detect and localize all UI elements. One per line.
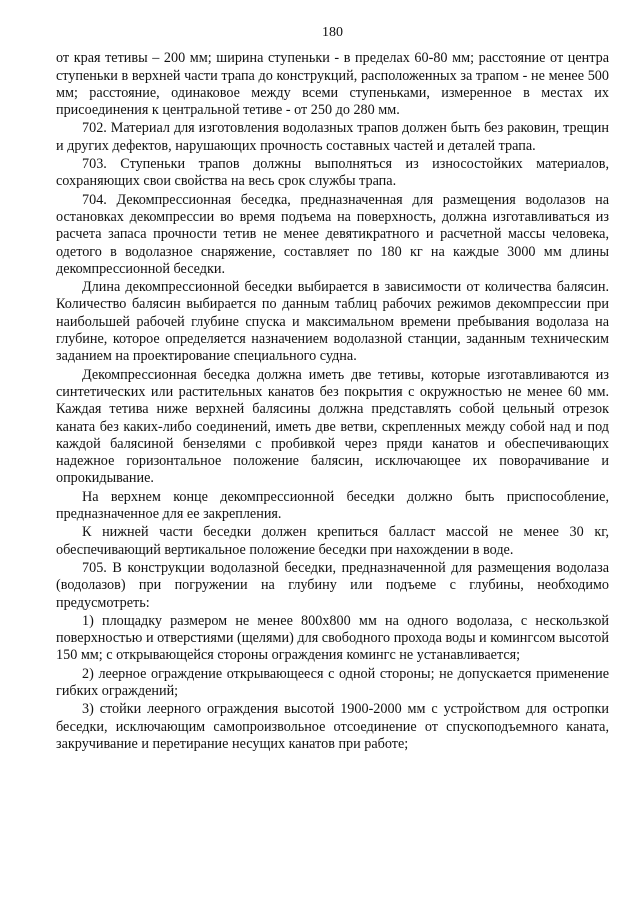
paragraph-704: 704. Декомпрессионная беседка, предназначенная для размещения водолазов на остановках декомпрессии во время подъема на поверхность, должна изготавливаться из расчета запаса прочности тетив не менее девятикратного и расчетной массы человека, одетого в водолазное снаряжение, составляет по 180 кг на каждые 3000 мм длины декомпрессионной беседки. — [56, 191, 609, 277]
paragraph-ballast: К нижней части беседки должен крепиться балласт массой не менее 30 кг, обеспечивающий вертикальное положение беседки при нахождении в воде. — [56, 524, 609, 558]
paragraph-703: 703. Ступеньки трапов должны выполняться из износостойких материалов, сохраняющих свои свойства на весь срок службы трапа. — [56, 156, 609, 190]
list-item-2: 2) леерное ограждение открывающееся с одной стороны; не допускается применение гибких ограждений; — [56, 665, 609, 699]
paragraph-top-fixture: На верхнем конце декомпрессионной беседки должно быть приспособление, предназначенное для ее закрепления. — [56, 488, 609, 523]
page-number: 180 — [322, 25, 343, 40]
paragraph-decompression-length: Длина декомпрессионной беседки выбирается в зависимости от количества балясин. Количество балясин выбирается по данным таблиц рабочих режимов декомпрессии при наибольшей рабочей глубине спуска и максимальном времени пребывания водолаза на глубине, которое определяется назначением водолазной станции, заданным техническим заданием на проектирование специального судна. — [56, 279, 609, 365]
paragraph-702: 702. Материал для изготовления водолазных трапов должен быть без раковин, трещин и других дефектов, нарушающих прочность составных частей и деталей трапа. — [56, 120, 609, 154]
paragraph-continuation: от края тетивы – 200 мм; ширина ступеньки - в пределах 60-80 мм; расстояние от центра ступеньки в верхней части трапа до конструкций, расположенных за трапом - не менее 500 мм; расстояние, одинаковое между всеми ступеньками, измеренное в местах их присоединения к центральной тетиве - от 250 до 280 мм. — [56, 50, 609, 119]
list-item-3: 3) стойки леерного ограждения высотой 1900-2000 мм с устройством для остропки беседки, исключающим самопроизвольное отсоединение от спускоподъемного каната, закручивание и перетирание несущих канатов при работе; — [56, 701, 609, 752]
paragraph-705: 705. В конструкции водолазной беседки, предназначенной для размещения водолаза (водолазов) при погружении на глубину или подъеме с глубины, необходимо предусмотреть: — [56, 559, 609, 611]
paragraph-decompression-ropes: Декомпрессионная беседка должна иметь две тетивы, которые изготавливаются из синтетических или растительных канатов без покрытия с окружностью не менее 60 мм. Каждая тетива ниже верхней балясины должна представлять собой цельный отрезок каната без каких-либо соединений, иметь две ветви, скрепленных между собой над и под каждой балясиной бензелями с пробивкой через пряди канатов и обеспечивающих надежное горизонтальное положение балясин, исключающее их поворачивание и опрокидывание. — [56, 366, 609, 487]
list-item-1: 1) площадку размером не менее 800х800 мм на одного водолаза, с нескользкой поверхностью и отверстиями (щелями) для свободного прохода воды и комингсом высотой 150 мм; с открывающейся стороны ограждения комингс не устанавливается; — [56, 612, 609, 664]
